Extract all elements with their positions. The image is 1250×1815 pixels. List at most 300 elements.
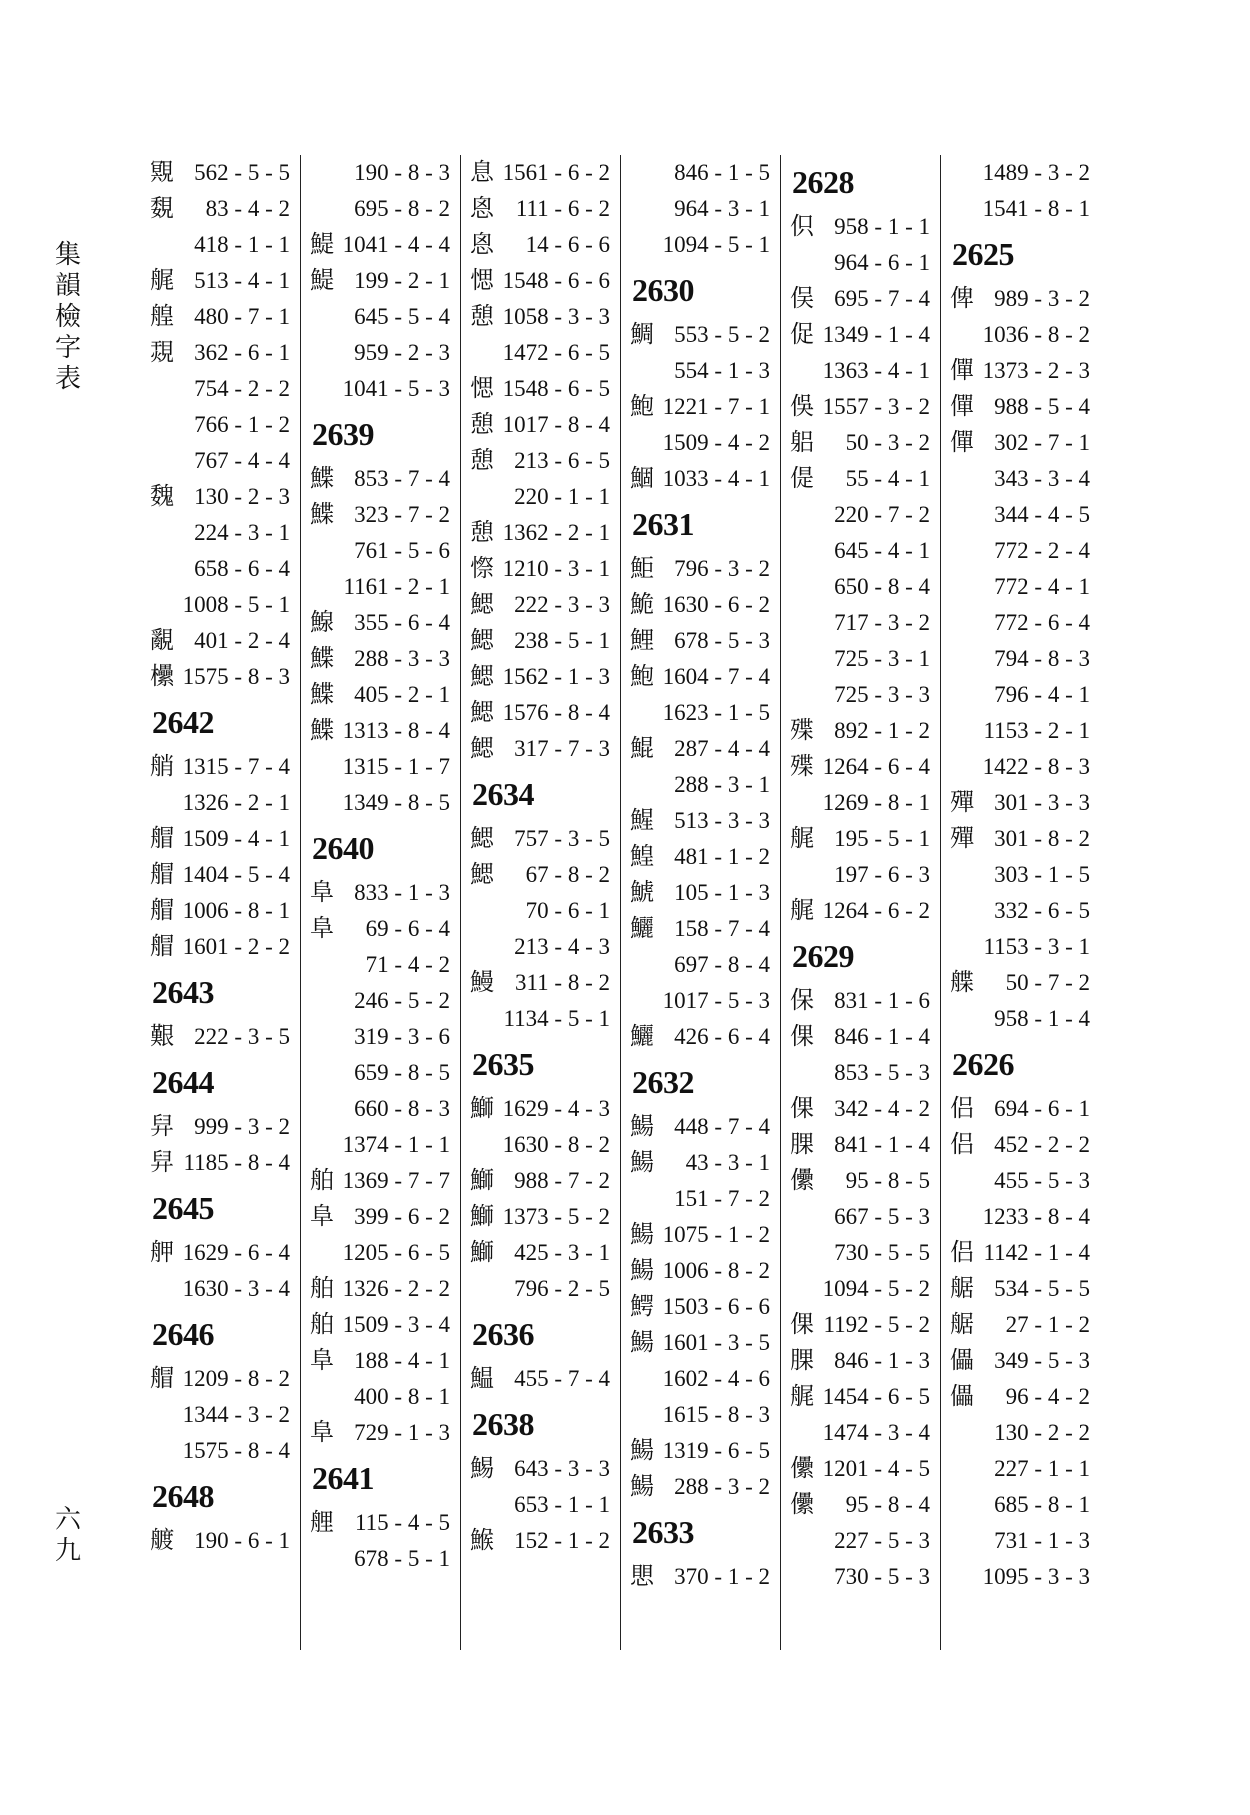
- entry-references: [674, 1559, 780, 1595]
- section-heading: 2639: [312, 416, 374, 452]
- entry-character: 鰓: [470, 628, 494, 654]
- entry-character: 鯹: [630, 808, 654, 834]
- page-reference: 1629 - 4 - 3: [502, 1096, 610, 1121]
- entry-references: [354, 1415, 460, 1451]
- page-reference: 1541 - 8 - 1: [982, 196, 1090, 221]
- entry-character: 憩: [470, 448, 494, 474]
- index-entry: [790, 281, 940, 317]
- page-reference: 1601 - 3 - 5: [662, 1330, 770, 1355]
- entry-references: [663, 1433, 780, 1469]
- page-number: 六九: [54, 1505, 81, 1566]
- entry-references: [663, 389, 780, 461]
- page-reference: 1509 - 4 - 1: [182, 826, 290, 851]
- entry-character: 鯣: [470, 1456, 494, 1482]
- entry-references: [194, 1523, 300, 1559]
- index-entry: [790, 1307, 940, 1343]
- page-reference: 1205 - 6 - 5: [342, 1240, 450, 1265]
- index-entry: [630, 155, 780, 263]
- entry-references: [834, 425, 940, 461]
- entry-references: [183, 893, 300, 929]
- index-entry: [630, 1433, 780, 1469]
- entry-character: 艉: [150, 268, 174, 294]
- page-reference: 70 - 6 - 1: [525, 898, 610, 923]
- index-entry: [950, 965, 1100, 1037]
- page-reference: 1373 - 2 - 3: [982, 358, 1090, 383]
- entry-character: 鰓: [470, 826, 494, 852]
- index-entry: [470, 191, 620, 227]
- page-reference: 958 - 1 - 4: [994, 1006, 1090, 1031]
- entry-references: [354, 641, 460, 677]
- page-reference: 222 - 3 - 3: [514, 592, 610, 617]
- index-entry: [150, 749, 300, 821]
- index-entry: [310, 1271, 460, 1307]
- page-reference: 964 - 3 - 1: [674, 196, 770, 221]
- index-entry: [470, 821, 620, 857]
- index-entry: [790, 1163, 940, 1307]
- entry-references: [354, 155, 460, 227]
- page-reference: 1575 - 8 - 3: [182, 664, 290, 689]
- section-heading: 2631: [632, 506, 694, 542]
- page-reference: 725 - 3 - 3: [834, 682, 930, 707]
- index-entry: [150, 479, 300, 623]
- page-reference: 302 - 7 - 1: [994, 430, 1090, 455]
- entry-references: [503, 263, 620, 299]
- index-entry: [150, 1361, 300, 1469]
- entry-references: [503, 407, 620, 443]
- index-entry: [470, 623, 620, 659]
- entry-references: [983, 1127, 1100, 1235]
- page-reference: 319 - 3 - 6: [354, 1024, 450, 1049]
- page-reference: 349 - 5 - 3: [994, 1348, 1090, 1373]
- index-entry: [150, 299, 300, 335]
- section-heading: 2648: [152, 1478, 214, 1514]
- entry-character: 愢: [470, 268, 494, 294]
- page-reference: 1369 - 7 - 7: [342, 1168, 450, 1193]
- page-reference: 1326 - 2 - 1: [182, 790, 290, 815]
- entry-references: [344, 497, 460, 605]
- index-entry: [790, 1451, 940, 1487]
- entry-character: 艓: [950, 970, 974, 996]
- entry-references: [834, 1487, 940, 1595]
- index-entry: [790, 1127, 940, 1163]
- entry-character: 鰁: [310, 610, 334, 636]
- entry-character: 侣: [950, 1096, 974, 1122]
- index-entry: [310, 497, 460, 605]
- page-reference: 27 - 1 - 2: [1005, 1312, 1090, 1337]
- entry-character: 鰤: [470, 1240, 494, 1266]
- section-heading: 2642: [152, 704, 214, 740]
- index-entry: [470, 227, 620, 263]
- page-reference: 1319 - 6 - 5: [662, 1438, 770, 1463]
- page-reference: 1233 - 8 - 4: [982, 1204, 1090, 1229]
- entry-references: [503, 695, 620, 731]
- page-reference: 1041 - 5 - 3: [342, 376, 450, 401]
- page-reference: 988 - 5 - 4: [994, 394, 1090, 419]
- entry-references: [183, 1361, 300, 1469]
- page-reference: 1557 - 3 - 2: [822, 394, 930, 419]
- section-heading: 2626: [952, 1046, 1014, 1082]
- entry-character: 鰓: [470, 664, 494, 690]
- index-entry: [310, 641, 460, 677]
- page-reference: 846 - 1 - 5: [674, 160, 770, 185]
- index-entry: [150, 857, 300, 893]
- page-reference: 730 - 5 - 3: [834, 1564, 930, 1589]
- entry-character: 促: [790, 322, 814, 348]
- page-reference: 695 - 7 - 4: [834, 286, 930, 311]
- section-heading: 2630: [632, 272, 694, 308]
- page-reference: 1561 - 6 - 2: [502, 160, 610, 185]
- page-reference: 288 - 3 - 1: [674, 772, 770, 797]
- page-reference: 455 - 7 - 4: [514, 1366, 610, 1391]
- index-entry: [790, 983, 940, 1019]
- page-reference: 43 - 3 - 1: [685, 1150, 770, 1175]
- page-reference: 343 - 3 - 4: [994, 466, 1090, 491]
- entry-references: [503, 371, 620, 407]
- page-reference: 332 - 6 - 5: [994, 898, 1090, 923]
- index-entry: [310, 1415, 460, 1451]
- entry-references: [834, 821, 940, 893]
- entry-references: [994, 1271, 1100, 1307]
- page-reference: 1134 - 5 - 1: [503, 1006, 610, 1031]
- entry-character: 鮑: [630, 394, 654, 420]
- entry-references: [514, 443, 620, 515]
- page-reference: 401 - 2 - 4: [194, 628, 290, 653]
- page-reference: 199 - 2 - 1: [354, 268, 450, 293]
- entry-references: [983, 425, 1100, 785]
- index-column: [790, 155, 941, 1650]
- index-entry: [470, 659, 620, 695]
- section-heading: 2646: [152, 1316, 214, 1352]
- entry-references: [663, 461, 780, 497]
- entry-references: [674, 317, 780, 389]
- entry-references: [663, 1289, 780, 1325]
- entry-references: [354, 875, 460, 911]
- page-reference: 685 - 8 - 1: [994, 1492, 1090, 1517]
- page-reference: 853 - 7 - 4: [354, 466, 450, 491]
- entry-character: 鰻: [470, 970, 494, 996]
- page-reference: 1630 - 3 - 4: [182, 1276, 290, 1301]
- page-reference: 1548 - 6 - 6: [502, 268, 610, 293]
- index-entry: [150, 1235, 300, 1307]
- page-reference: 513 - 4 - 1: [194, 268, 290, 293]
- entry-references: [994, 1091, 1100, 1127]
- page-reference: 678 - 5 - 1: [354, 1546, 450, 1571]
- page-reference: 653 - 1 - 1: [514, 1492, 610, 1517]
- entry-references: [503, 551, 620, 587]
- entry-character: 鰓: [470, 862, 494, 888]
- index-entry: [150, 623, 300, 659]
- entry-character: 艔: [150, 1528, 174, 1554]
- page-reference: 71 - 4 - 2: [365, 952, 450, 977]
- entry-character: 侣: [950, 1132, 974, 1158]
- index-entry: [950, 1379, 1100, 1595]
- page-reference: 1264 - 6 - 4: [822, 754, 930, 779]
- entry-character: 僤: [950, 358, 974, 384]
- entry-references: [184, 1145, 300, 1181]
- index-entry: [790, 1091, 940, 1127]
- page-reference: 400 - 8 - 1: [354, 1384, 450, 1409]
- index-entry: [950, 821, 1100, 965]
- index-entry: [310, 1343, 460, 1415]
- page-reference: 1006 - 8 - 2: [662, 1258, 770, 1283]
- index-entry: [630, 731, 780, 803]
- page-reference: 96 - 4 - 2: [1005, 1384, 1090, 1409]
- page-reference: 754 - 2 - 2: [194, 376, 290, 401]
- page-reference: 426 - 6 - 4: [674, 1024, 770, 1049]
- page-reference: 1503 - 6 - 6: [662, 1294, 770, 1319]
- section-heading: 2640: [312, 830, 374, 866]
- entry-character: 鰛: [470, 1366, 494, 1392]
- entry-character: 鯷: [310, 268, 334, 294]
- entry-references: [354, 461, 460, 497]
- entry-references: [194, 263, 300, 299]
- page-reference: 1404 - 5 - 4: [182, 862, 290, 887]
- entry-references: [194, 623, 300, 659]
- entry-character: 保: [790, 988, 814, 1014]
- index-entry: [630, 1109, 780, 1145]
- entry-character: 鰐: [630, 1294, 654, 1320]
- index-entry: [950, 353, 1100, 389]
- entry-references: [823, 1379, 940, 1451]
- page-reference: 190 - 6 - 1: [194, 1528, 290, 1553]
- index-entry: [310, 911, 460, 1163]
- page-reference: 1017 - 5 - 3: [662, 988, 770, 1013]
- index-entry: [470, 1199, 620, 1235]
- entry-references: [674, 1469, 780, 1505]
- entry-character: 鰑: [630, 1258, 654, 1284]
- page-reference: 238 - 5 - 1: [514, 628, 610, 653]
- index-entry: [790, 1379, 940, 1451]
- entry-character: 舁: [150, 1150, 174, 1176]
- page-reference: 220 - 7 - 2: [834, 502, 930, 527]
- page-reference: 197 - 6 - 3: [834, 862, 930, 887]
- page-reference: 1201 - 4 - 5: [822, 1456, 930, 1481]
- page-reference: 1313 - 8 - 4: [342, 718, 450, 743]
- entry-character: 侣: [950, 1240, 974, 1266]
- index-entry: [310, 1199, 460, 1271]
- page-reference: 846 - 1 - 3: [834, 1348, 930, 1373]
- entry-references: [834, 1019, 940, 1091]
- page-reference: 130 - 2 - 2: [994, 1420, 1090, 1445]
- page-reference: 130 - 2 - 3: [194, 484, 290, 509]
- page-reference: 95 - 8 - 5: [845, 1168, 930, 1193]
- entry-character: 鰤: [470, 1096, 494, 1122]
- page-reference: 55 - 4 - 1: [845, 466, 930, 491]
- entry-character: 鱺: [630, 1024, 654, 1050]
- page-reference: 355 - 6 - 4: [354, 610, 450, 635]
- page-reference: 1629 - 6 - 4: [182, 1240, 290, 1265]
- entry-character: 艎: [150, 304, 174, 330]
- entry-references: [343, 911, 460, 1163]
- entry-references: [984, 1235, 1100, 1271]
- page-reference: 480 - 7 - 1: [194, 304, 290, 329]
- page-reference: 796 - 4 - 1: [994, 682, 1090, 707]
- index-entry: [310, 461, 460, 497]
- entry-character: 舶: [310, 1168, 334, 1194]
- entry-character: 鯝: [630, 466, 654, 492]
- entry-character: 儽: [790, 1492, 814, 1518]
- index-entry: [950, 785, 1100, 821]
- entry-references: [834, 281, 940, 317]
- entry-character: 鰈: [310, 502, 334, 528]
- page-reference: 831 - 1 - 6: [834, 988, 930, 1013]
- entry-character: 艒: [150, 826, 174, 852]
- entry-references: [834, 983, 940, 1019]
- entry-references: [834, 209, 940, 281]
- page-reference: 301 - 8 - 2: [994, 826, 1090, 851]
- page-reference: 766 - 1 - 2: [194, 412, 290, 437]
- index-entry: [470, 731, 620, 767]
- page-reference: 833 - 1 - 3: [354, 880, 450, 905]
- entry-character: 鰑: [630, 1330, 654, 1356]
- entry-character: 鰤: [470, 1204, 494, 1230]
- page-reference: 1373 - 5 - 2: [502, 1204, 610, 1229]
- index-entry: [150, 1109, 300, 1145]
- entry-character: 艉: [790, 1384, 814, 1410]
- page-reference: 729 - 1 - 3: [354, 1420, 450, 1445]
- entry-references: [343, 713, 460, 821]
- page-reference: 425 - 3 - 1: [514, 1240, 610, 1265]
- entry-references: [183, 659, 300, 695]
- entry-references: [343, 263, 460, 407]
- page-reference: 1094 - 5 - 1: [662, 232, 770, 257]
- section-heading: 2638: [472, 1406, 534, 1442]
- entry-references: [183, 1235, 300, 1307]
- index-entry: [790, 425, 940, 461]
- page-reference: 50 - 7 - 2: [1005, 970, 1090, 995]
- page-reference: 1548 - 6 - 5: [502, 376, 610, 401]
- index-entry: [950, 1091, 1100, 1127]
- page-reference: 1509 - 3 - 4: [342, 1312, 450, 1337]
- entry-character: 偍: [790, 466, 814, 492]
- entry-character: 覝: [150, 340, 174, 366]
- page-reference: 224 - 3 - 1: [194, 520, 290, 545]
- page-reference: 1422 - 8 - 3: [982, 754, 1090, 779]
- index-entry: [150, 191, 300, 263]
- entry-character: 殜: [790, 754, 814, 780]
- page-reference: 1210 - 3 - 1: [502, 556, 610, 581]
- index-entry: [950, 281, 1100, 353]
- entry-character: 伿: [790, 214, 814, 240]
- section-heading: 2632: [632, 1064, 694, 1100]
- entry-character: 阜: [310, 1204, 334, 1230]
- index-entry: [950, 1307, 1100, 1343]
- page-reference: 1601 - 2 - 2: [182, 934, 290, 959]
- page-reference: 1344 - 3 - 2: [182, 1402, 290, 1427]
- entry-character: 鮑: [630, 664, 654, 690]
- entry-references: [674, 875, 780, 911]
- page-reference: 645 - 5 - 4: [354, 304, 450, 329]
- entry-references: [343, 1271, 460, 1307]
- index-entry: [790, 749, 940, 821]
- entry-character: 舁: [150, 1114, 174, 1140]
- entry-references: [343, 1199, 460, 1271]
- index-entry: [310, 1163, 460, 1199]
- index-entry: [310, 227, 460, 263]
- entry-references: [354, 1505, 460, 1577]
- index-entry: [630, 839, 780, 875]
- entry-character: 阜: [310, 1348, 334, 1374]
- page-reference: 999 - 3 - 2: [194, 1114, 290, 1139]
- index-entry: [630, 659, 780, 731]
- page-reference: 1472 - 6 - 5: [502, 340, 610, 365]
- entry-character: 儡: [950, 1384, 974, 1410]
- entry-character: 覶: [150, 628, 174, 654]
- entry-character: 息: [470, 160, 494, 186]
- entry-references: [194, 1109, 300, 1145]
- entry-character: 愳: [630, 1564, 654, 1590]
- entry-character: 僤: [950, 430, 974, 456]
- page-reference: 1454 - 6 - 5: [822, 1384, 930, 1409]
- page-reference: 1623 - 1 - 5: [662, 700, 770, 725]
- section-heading: 2634: [472, 776, 534, 812]
- index-entry: [790, 209, 940, 281]
- index-entry: [790, 461, 940, 713]
- page-reference: 730 - 5 - 5: [834, 1240, 930, 1265]
- page-reference: 772 - 6 - 4: [994, 610, 1090, 635]
- page-reference: 717 - 3 - 2: [834, 610, 930, 635]
- entry-references: [663, 659, 780, 731]
- entry-character: 艱: [150, 1024, 174, 1050]
- entry-references: [504, 965, 620, 1037]
- entry-references: [514, 1523, 620, 1559]
- entry-character: 艒: [150, 934, 174, 960]
- index-entry: [470, 515, 620, 551]
- page-reference: 83 - 4 - 2: [205, 196, 290, 221]
- index-entry: [630, 1289, 780, 1325]
- index-column: [950, 155, 1100, 1650]
- entry-character: 俾: [950, 286, 974, 312]
- entry-references: [983, 353, 1100, 389]
- entry-references: [824, 1307, 940, 1343]
- index-entry: [310, 875, 460, 911]
- index-entry: [470, 155, 620, 191]
- page-reference: 1008 - 5 - 1: [182, 592, 290, 617]
- index-entry: [310, 1505, 460, 1577]
- page-reference: 227 - 1 - 1: [994, 1456, 1090, 1481]
- entry-references: [194, 1019, 300, 1055]
- entry-references: [514, 1361, 620, 1397]
- index-entry: [470, 443, 620, 515]
- index-entry: [630, 623, 780, 659]
- page-reference: 1269 - 8 - 1: [822, 790, 930, 815]
- index-entry: [950, 1271, 1100, 1307]
- page-reference: 1349 - 8 - 5: [342, 790, 450, 815]
- entry-references: [823, 749, 940, 821]
- page-reference: 344 - 4 - 5: [994, 502, 1090, 527]
- entry-character: 艄: [150, 754, 174, 780]
- entry-references: [503, 1091, 620, 1163]
- entry-character: 倮: [790, 1096, 814, 1122]
- section-heading: 2636: [472, 1316, 534, 1352]
- entry-references: [514, 1451, 620, 1523]
- page-reference: 1264 - 6 - 2: [822, 898, 930, 923]
- index-entry: [630, 803, 780, 839]
- entry-references: [503, 299, 620, 371]
- entry-references: [514, 191, 620, 227]
- page-reference: 190 - 8 - 3: [354, 160, 450, 185]
- page-reference: 1192 - 5 - 2: [823, 1312, 930, 1337]
- index-entry: [630, 1469, 780, 1505]
- page-reference: 1142 - 1 - 4: [983, 1240, 1090, 1265]
- entry-character: 鮠: [630, 592, 654, 618]
- index-entry: [790, 1019, 940, 1091]
- page-reference: 761 - 5 - 6: [354, 538, 450, 563]
- index-entry: [630, 1559, 780, 1595]
- page-reference: 50 - 3 - 2: [845, 430, 930, 455]
- page-reference: 405 - 2 - 1: [354, 682, 450, 707]
- page-reference: 1362 - 2 - 1: [502, 520, 610, 545]
